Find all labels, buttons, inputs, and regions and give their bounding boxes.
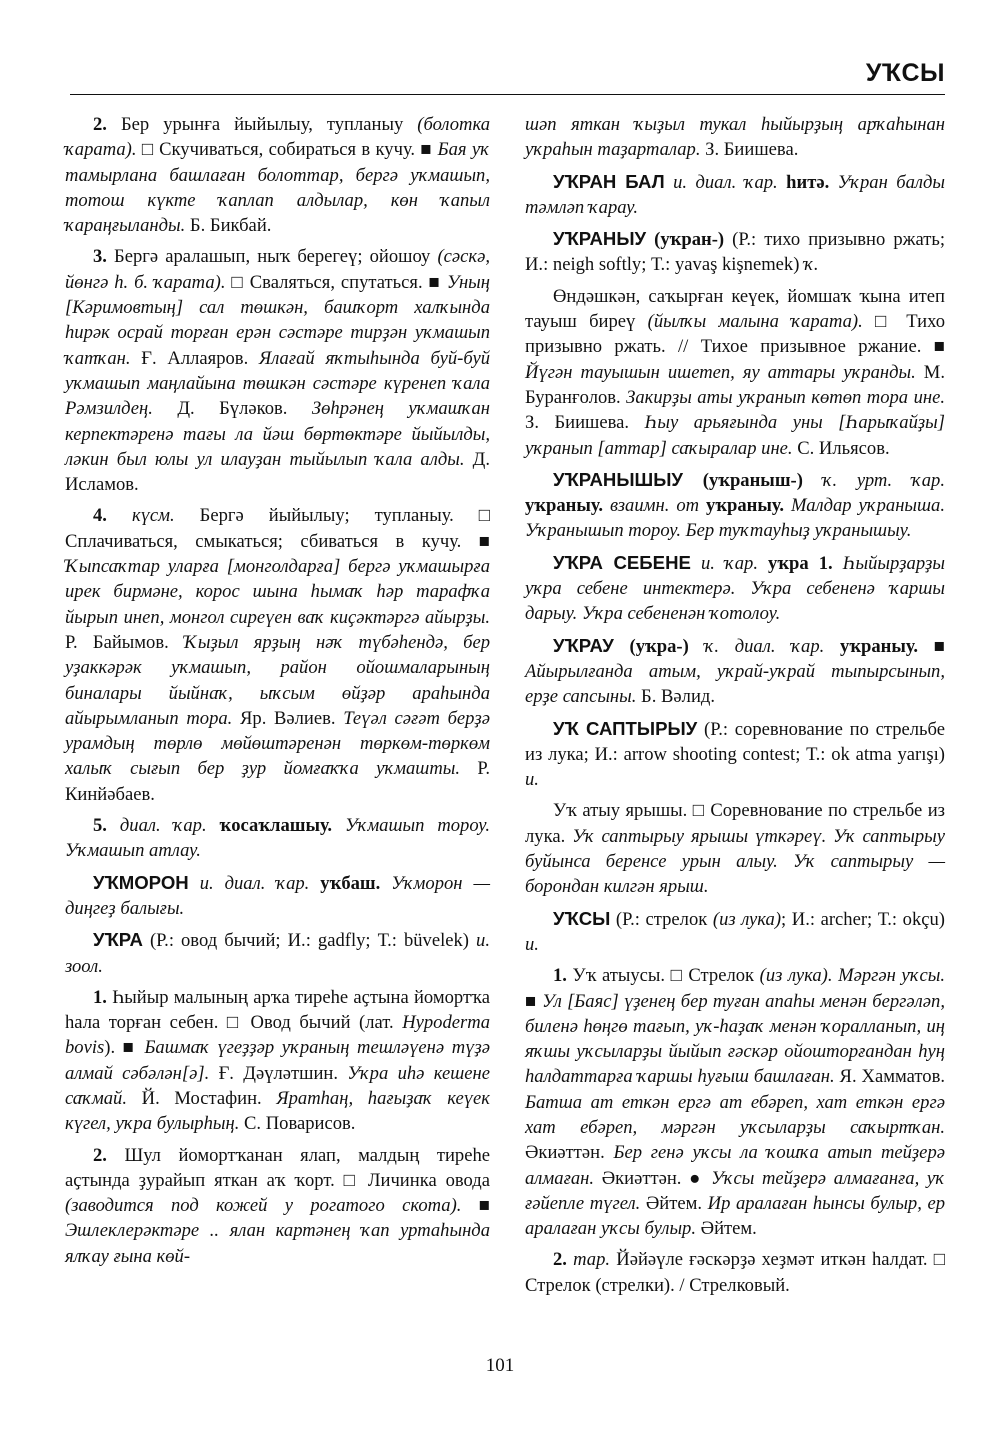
- running-head: [70, 52, 945, 95]
- dictionary-sense: шәп яткан ҡыҙыл тукал һыйырҙың арҡаһынан уҡраһын таҙарталар. З. Биишева.: [525, 114, 945, 161]
- dictionary-entry-head: УҠРАНЫУ (уҡран-) (Р.: тихо призывно ржать; И.: neigh softly; Т.: yavaş kişnemek) ҡ.: [525, 228, 946, 276]
- dictionary-entry-head: УҠРА (Р.: овод бычий; И.: gadfly; Т.: büvelek) и. зоол.: [65, 929, 490, 977]
- dictionary-sense: 2. тар. Йәйәүле ғәскәрҙә хеҙмәт иткән һалдат. □ Стрелок (стрелки). / Стрелковый.: [525, 1249, 945, 1296]
- dictionary-entry-head: УҠРА СЕБЕНЕ и. ҡар. уҡра 1. Һыйырҙарҙы уҡра себене интектерә. Уҡра себененә ҡаршы дарыу. Уҡра себененән ҡотолоу.: [525, 551, 946, 625]
- dictionary-sense: Уҡ атыу ярышы. □ Соревнование по стрельбе из лука. Уҡ саптырыу ярышы үткәреү. Уҡ саптырыу буйынса беренсе урын алыу. Уҡ саптырыу — борондан килгән ярыш.: [525, 800, 945, 898]
- dictionary-entry-head: УҠРАН БАЛ и. диал. ҡар. һитә. Уҡран балды тәмләп ҡарау.: [525, 170, 945, 218]
- dictionary-sense: 1. Уҡ атыусы. □ Стрелок (из лука). Мәргән уҡсы. ■ Ул [Баяс] үҙенең бер туған апаһы менән бергәләп, биленә һөңгө тағып, уҡ-һаҙаҡ менән ҡоралланып, иң яҡшы уҡсыларҙы йыйып ғәскәр ойошторғандан һуң һалдаттарға ҡаршы һуғыш башлаған. Я. Хамматов. Батша ат еткән ергә ат ебәреп, хат еткән ергә хат ебәреп, мәргән уҡсыларҙы саҡыртҡан. Әкиәттән. Бер генә уҡсы ла ҡошҡа атып тейҙерә алмаған. Әкиәттән. ● Уҡсы тейҙерә алмағанға, уҡ ғәйепле түгел. Әйтем. Ир аралаған һынсы булыр, ер аралаған уҡсы булыр. Әйтем.: [525, 965, 946, 1240]
- left-column: [65, 112, 490, 1275]
- dictionary-entry-head: УҠМОРОН и. диал. ҡар. уҡбаш. Уҡморон — диңгеҙ балығы.: [65, 871, 490, 919]
- right-column: [525, 112, 945, 1304]
- dictionary-entry-head: УҠ САПТЫРЫУ (Р.: соревнование по стрельбе из лука; И.: arrow shooting contest; Т.: ok atma yarışı) и.: [525, 717, 945, 791]
- dictionary-sense: 1. Һыйыр малының арҡа тиреһе аҫтына йомортҡа һала торған себен. □ Овод бычий (лат. Hypoderma bovis). ■ Башмаҡ үгеҙҙәр уҡраның тешләүенә түҙә алмай сәбәлән[ә]. Ғ. Дәүләтшин. Уҡра иһә кешене саҡмай. Й. Мостафин. Яратһаң, һағыҙаҡ кеүек күгел, уҡра булырһың. С. Поварисов.: [65, 986, 490, 1135]
- dictionary-sense: 3. Бергә аралашып, ныҡ берегеү; ойошоу (сәскә, йөнгә һ. б. ҡарата). □ Сваляться, спутаться. ■ Уның [Кәримовтың] сал төшкән, башҡорт халҡында һирәк осрай торған ерән сәстәре тирҙән уҡмашып ҡатҡан. Ғ. Аллаяров. Ялағай яҡтыһында буй-буй уҡмашып маңлайына төшкән сәстәре күренеп ҡала Рәмзилдең. Д. Бүләков. Зөһрәнең уҡмашҡан керпектәренә тағы ла йәш бөртөктәре йыйылды, ләкин был юлы ул илауҙан тыйылып ҡала алды. Д. Исламов.: [65, 246, 491, 496]
- dictionary-sense: Өндәшкән, саҡырған кеүек, йомшаҡ ҡына итеп тауыш биреү (йылҡы малына ҡарата). □ Тихо призывно ржать. // Тихое призывное ржание. ■ Йүгән тауышын ишетеп, яу аттары уҡранды. М. Буранғолов. Закирҙы аты уҡранып көтөп тора ине. З. Биишева. Һыу арьяғында уны [Һарыҡайҙы] уҡранып [аттар] саҡыралар ине. С. Ильясов.: [525, 285, 945, 459]
- dictionary-entry-head: УҠРАУ (уҡра-) ҡ. диал. ҡар. уҡраныу. ■ Айырылғанда атым, уҡрай-уҡрай тыпырсынып, ерҙе сапсыны. Б. Вәлид.: [525, 634, 945, 708]
- dictionary-entry-head: УҠСЫ (Р.: стрелок (из лука); И.: archer; Т.: okçu) и.: [525, 907, 945, 955]
- dictionary-sense: 4. күсм. Бергә йыйылыу; тупланыу. □ Сплачиваться, смыкаться; сбиваться в кучу. ■ Ҡыпсаҡтар уларға [монголдарға] бергә уҡмашырға ирек бирмәне, корос шына һымаҡ һәр тарафҡа йырып инеп, монгол сиреүен ваҡ киҫәктәргә айырҙы. Р. Байымов. Ҡыҙыл ярҙың нәҡ түбәһендә, бер уҙаккәрәк уҡмашып, район ойошмаларының биналары йыйнаҡ, ыҡсым өйҙәр араһында айырымланып тора. Яр. Вәлиев. Теүәл сәғәт берҙә урамдың төрлө мөйөштәренән төркөм-төркөм халыҡ сығып бер ҙур йомғаҡҡа уҡмашты. Р. Кинйәбаев.: [65, 505, 491, 805]
- dictionary-sense: 2. Бер урынға йыйылыу, тупланыу (болотка ҡарата). □ Скучиваться, собираться в кучу. ■ Бая уҡ тамырлана башлаған болоттар, бергә уҡмашып, тотош күкте ҡаплап алдылар, көн ҡапыл ҡараңғыланды. Б. Бикбай.: [65, 114, 490, 237]
- dictionary-entry-head: УҠРАНЫШЫУ (уҡраныш-) ҡ. урт. ҡар. уҡраныу. взаимн. от уҡраныу. Малдар уҡраныша. Уҡранышып тороу. Бер туҡтауһыҙ уҡранышыу.: [525, 468, 946, 542]
- page-number: 101: [485, 1355, 515, 1376]
- dictionary-sense: 2. Шул йомортҡанан ялап, малдың тиреһе аҫтында ҙурайып яткан аҡ ҡорт. □ Личинка овода (заводится под кожей у рогатого скота). ■ Эшлеклерәктәре .. ялан картәнең ҡап уртаһында ялҡау ғына көй-: [65, 1144, 490, 1267]
- dictionary-sense: 5. диал. ҡар. ҡосаҡлашыу. Уҡмашып тороу. Уҡмашып атлау.: [65, 815, 490, 862]
- running-headword: УҠСЫ: [865, 59, 945, 87]
